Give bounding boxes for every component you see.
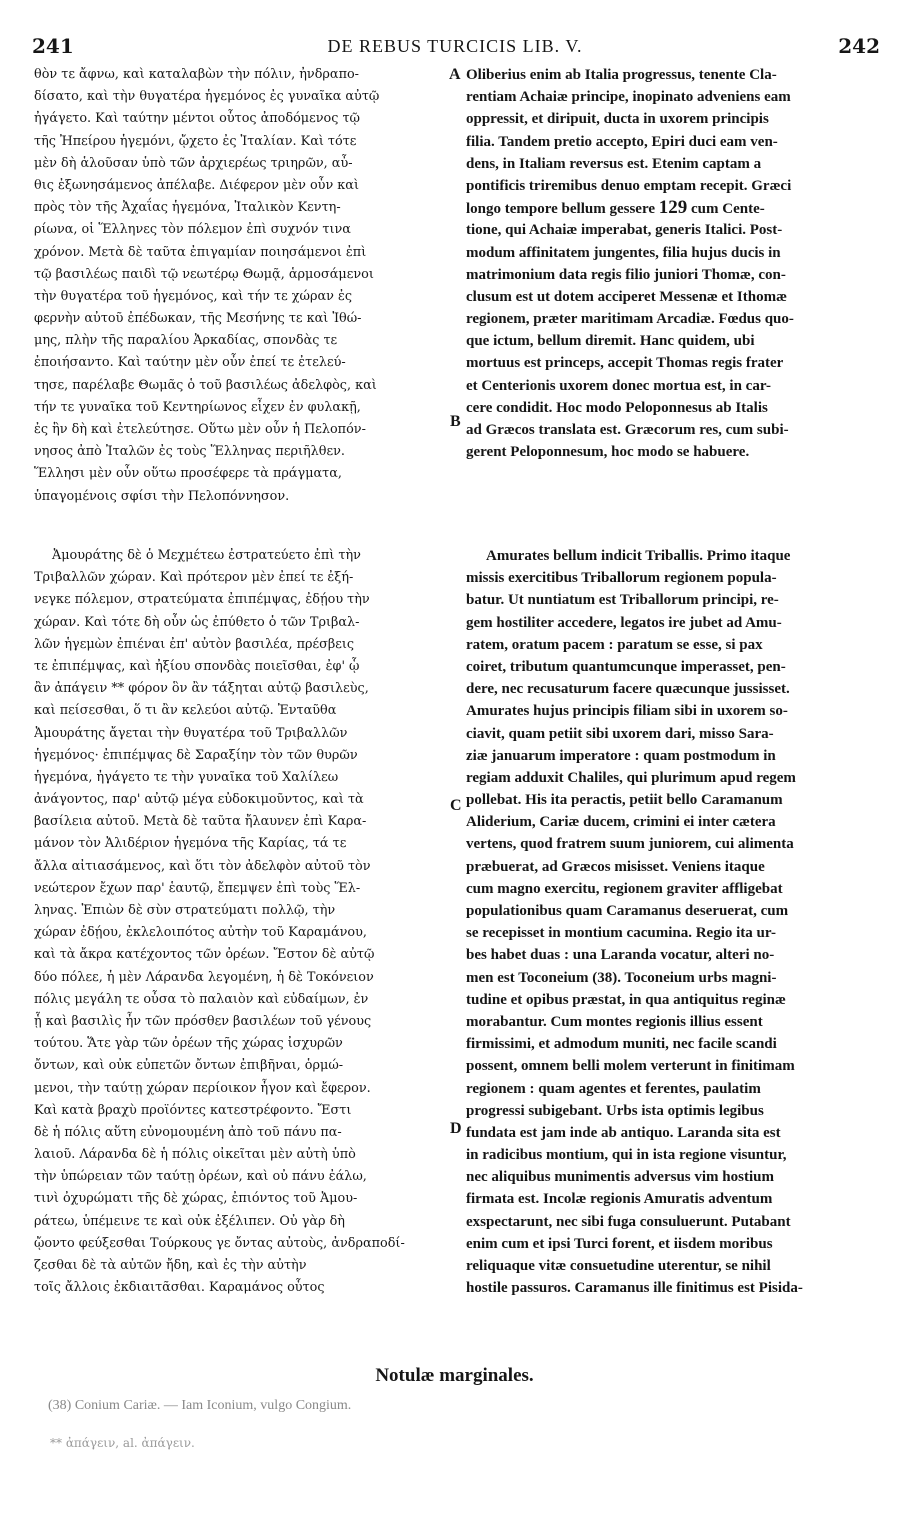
page-header [30,34,880,64]
text-line: ἡγεμόνα, ἠγάγετο τε τὴν γυναῖκα τοῦ Χαλίλεω [34,769,339,785]
text-line: πόλις μεγάλη τε οὖσα τὸ παλαιὸν καὶ εὐδαίμων, ἐν [34,991,369,1007]
section-letter-b: B [450,413,461,430]
text-line: mortuus est princeps, accepit Thomas regis frater [466,355,784,372]
text-line: ἀνάγοντος, παρ' αὐτῷ μέγα εὐδοκιμοῦντος, καὶ τὰ [34,792,364,808]
text-line: ἡγεμόνος· ἐπιπέμψας δὲ Σαραξίην τὸν τῶν θυρῶν [34,747,358,763]
text-line: χρόνον. Μετὰ δὲ ταῦτα ἐπιγαμίαν ποιησάμενοι ἐπὶ [34,244,367,260]
text-line: τῷ βασιλέως παιδὶ τῷ νεωτέρῳ Θωμᾷ, ἁρμοσάμενοι [34,266,374,282]
text-line: καὶ τὰ ἄκρα κατέχοντος τῶν ὀρέων. Ἔστον δὲ αὐτῷ [34,947,375,963]
text-line: χώραν ἐδῄου, ἐκλελοιπότος αὐτὴν τοῦ Καραμάνου, [34,925,367,941]
text-line: τὴν ὑπώρειαν τῶν ταύτῃ ὀρέων, καὶ οὐ πάνυ ἐάλω, [34,1169,367,1185]
text-line: ἐς ἣν δὴ καὶ ἐτελεύτησε. Οὕτω μὲν οὖν ἡ Πελοπόν- [34,422,366,437]
text-line: cum magno exercitu, regionem graviter affligebat [466,880,783,897]
text-line: clusum est ut dotem acciperet Messenæ et Ithomæ [466,288,787,305]
latin-column-bottom [466,545,876,1299]
text-line: Amurates hujus principis filiam sibi in uxorem so- [466,703,788,720]
text-line: in radicibus montium, qui in ista regione visuntur, [466,1147,787,1164]
text-line: τε ἐπιπέμψας, καὶ ἠξίου σπονδὰς ποιεῖσθαι, ἐφ' ᾧ [34,658,360,674]
text-line: λαιοῦ. Λάρανδα δὲ ἡ πόλις οἰκεῖται μὲν αὐτὴ ὑπὸ [34,1147,356,1163]
text-line: δύο πόλεε, ἡ μὲν Λάρανδα λεγομένη, ἡ δὲ Τοκόνειον [34,969,374,985]
text-line: τούτου. Ἅτε γὰρ τῶν ὀρέων τῆς χώρας ἰσχυρῶν [34,1036,343,1052]
text-line: morabantur. Cum montes regionis illius essent [466,1013,763,1030]
text-line: καὶ πείσεσθαι, ὅ τι ἂν κελεύοι αὐτῷ. Ἐνταῦθα [34,703,337,719]
text-line: πρὸς τὸν τῆς Ἀχαΐας ἡγεμόνα, Ἰταλικὸν Κεντη- [34,200,341,216]
footnotes-title: Notulæ marginales. [375,1365,534,1386]
text-line: φερνὴν αὐτοῦ ἐπέδωκαν, τῆς Μεσήνης τε καὶ Ἰθώ- [34,311,362,327]
text-line: populationibus quam Caramanus deseruerat, cum [466,903,789,919]
text-line: cere condidit. Hoc modo Peloponnesus ab Italis [466,399,768,416]
text-line: ἠγάγετο. Καὶ ταύτην μέντοι οὗτος ἀποδόμενος τῷ [34,111,360,127]
text-line: batur. Ut nuntiatum est Triballorum principi, re- [466,592,779,609]
page-number-right: 242 [838,34,880,58]
text-line: reliquaque vitæ consuetudine uterentur, se nihil [466,1258,771,1274]
text-line: μάνον τὸν Ἀλιδέριον ἡγεμόνα τῆς Καρίας, τά τε [34,836,347,852]
text-line: enim cum et ipsi Turci forent, et iisdem moribus [466,1235,773,1252]
text-line: ἐποιήσαντο. Καὶ ταύτην μὲν οὖν ἐπεί τε ἐτελεύ- [34,355,346,371]
text-line: bes habet duas : una Laranda vocatur, alteri no- [466,947,775,964]
text-line: gerent Peloponnesum, hoc modo se habuere. [466,444,750,461]
text-line: τησε, παρέλαβε Θωμᾶς ὁ τοῦ βασιλέως ἀδελφὸς, καὶ [34,377,377,393]
text-line: τῆς Ἠπείρου ἡγεμόνι, ᾤχετο ἐς Ἰταλίαν. Καὶ τότε [34,133,357,149]
footnote-38: (38) Conium Cariæ. — Iam Iconium, vulgo Congium. [48,1398,352,1413]
text-line: ἄλλα αἰτιασάμενος, καὶ ὅτι τὸν ἀδελφὸν αὐτοῦ τὸν [34,858,371,874]
text-line: Amurates bellum indicit Triballis. Primo itaque [486,548,791,564]
text-line: ληνας. Ἐπιὼν δὲ σὺν στρατεύματι πολλῷ, τὴν [34,903,336,918]
text-line: Ἕλλησι μὲν οὖν οὕτω προσέφερε τὰ πράγματα, [34,466,342,482]
text-line: τινὶ ὀχυρώματι τῆς δὲ χώρας, ἐπιόντος τοῦ Ἀμου- [34,1191,358,1207]
text-line: ᾤοντο φεύξεσθαι Τούρκους γε ὄντας αὐτοὺς, ἀνδραποδί- [34,1235,405,1251]
text-line: θις ἐξωνησάμενος ἀπέλαβε. Διέφερον μὲν οὖν καὶ [34,177,359,193]
text-line: δίσατο, καὶ τὴν θυγατέρα ἡγεμόνος ἐς γυναῖκα αὐτῷ [34,89,380,105]
text-line: ζεσθαι δὲ τὰ αὐτῶν ἤδη, καὶ ἐς τὴν αὐτὴν [34,1258,307,1273]
text-line: tione, qui Achaiæ imperabat, generis Italici. Post- [466,222,783,239]
latin-column-top [466,64,876,463]
line-text: longo tempore bellum gessere [466,201,656,218]
line-text-end: cum Cente- [691,201,765,218]
text-line: ᾗ καὶ βασιλὶς ἦν τῶν πρόσθεν βασιλέων τοῦ γένους [34,1013,372,1029]
text-line: oppressit, et diripuit, ducta in uxorem principis [466,111,769,128]
text-line: χώραν. Καὶ τότε δὴ οὖν ὡς ἐπύθετο ὁ τῶν Τριβαλ- [34,614,360,630]
text-line: ὑπαγομένοις σφίσι τὴν Πελοπόννησον. [34,488,290,504]
text-line: hostile passuros. Caramanus ille finitimus est Pisida- [466,1280,803,1297]
text-line: progressi subigebant. Urbs ista optimis legibus [466,1102,764,1119]
text-line: et Centerionis uxorem donec mortua est, in car- [466,377,771,394]
text-line: βασίλεια αὐτοῦ. Μετὰ δὲ ταῦτα ἤλαυνεν ἐπὶ Καρα- [34,814,367,830]
text-line: λῶν ἡγεμὼν ἐπιέναι ἐπ' αὐτὸν βασιλέα, πρέσβεις [34,636,355,652]
text-line: Aliderium, Cariæ ducem, crimini ei inter cætera [466,814,776,831]
text-line: coiret, tributum quantumcunque imperasset, pen- [466,658,786,675]
text-line: νεγκε πόλεμον, στρατεύματα ἐπιπέμψας, ἐδῄου τὴν [34,592,370,608]
text-line: ratem, oratum pacem : paratum se esse, si pax [466,636,763,653]
text-line: men est Toconeium (38). Toconeium urbs magni- [466,969,777,986]
text-line: regionem, præter maritimam Arcadiæ. Fœdus quo- [466,311,794,328]
greek-column-bottom [34,545,452,1299]
text-line: nec aliquibus munimentis adversus vim hostium [466,1169,774,1186]
text-line: dens, in Italiam reversus est. Etenim captam a [466,155,762,172]
text-line: exspectarunt, nec sibi fuga consuluerunt. Putabant [466,1213,791,1230]
text-line: regiam adduxit Chaliles, qui plurimum apud regem [466,769,796,786]
text-line: missis exercitibus Triballorum regionem popula- [466,570,777,587]
running-title: DE REBUS TURCICIS LIB. V. [327,36,583,56]
text-line: fundata est jam inde ab antiquo. Laranda sita est [466,1124,781,1141]
text-line: vertens, quod fratrem suum juniorem, cui alimenta [466,836,794,853]
text-line: ciavit, quam petiit sibi uxorem dari, misso Sara- [466,725,774,742]
text-line: rentiam Achaiæ principe, inopinato adveniens eam [466,89,791,106]
section-letter-c: C [450,797,462,814]
text-line: pollebat. His ita peractis, petiit bello Caramanum [466,792,783,809]
text-line: ράτεω, ὑπέμεινε τε καὶ οὐκ ἐξέλιπεν. Οὐ γὰρ δὴ [34,1213,345,1229]
text-line: ρίωνα, οἱ Ἕλληνες τὸν πόλεμον ἐπὶ συχνόν τινα [34,222,351,238]
text-line: τὴν θυγατέρα τοῦ ἡγεμόνος, καὶ τήν τε χώραν ἐς [34,288,353,304]
text-line: que ictum, bellum diremit. Hanc quidem, ubi [466,333,755,350]
text-line: matrimonium data regis filio juniori Thomæ, con- [466,266,786,283]
text-line: se recepisset in montium cacumina. Regio ita ur- [466,925,776,942]
text-line: regionem : quam agentes et ferentes, paulatim [466,1080,761,1097]
text-line: modum affinitatem jungentes, filia hujus ducis in [466,244,781,261]
text-line: νεώτερον ἔχων παρ' ἑαυτῷ, ἔπεμψεν ἐπὶ τοὺς Ἕλ- [34,880,361,896]
text-line: ad Græcos translata est. Græcorum res, cum subi- [466,422,789,438]
footnote-variant: ** ἀπάγειν, al. ἀπάγειν. [50,1436,195,1450]
text-line: Τριβαλλῶν χώραν. Καὶ πρότερον μὲν ἐπεί τε ἐξή- [34,570,354,586]
text-line: μὲν δὴ ἁλοῦσαν ὑπὸ τῶν ἀρχιερέως τριηρῶν, αὖ- [34,155,353,171]
text-line: Ἀμουράτης δὲ ὁ Μεχμέτεω ἐστρατεύετο ἐπὶ τὴν [52,548,361,563]
text-line: θὸν τε ἄφνω, καὶ καταλαβὼν τὴν πόλιν, ἠνδραπο- [34,67,360,82]
text-line: firmissimi, et admodum muniti, nec facile scandi [466,1036,777,1053]
text-line [466,197,876,219]
text-line: ziæ januarum imperatore : quam postmodum in [466,747,776,764]
text-line: gem hostiliter accedere, legatos ire jubet ad Amu- [466,614,782,631]
text-line: νησος ἀπὸ Ἰταλῶν ἐς τοὺς Ἕλληνας περιῆλθεν. [34,444,345,460]
text-line: dere, nec recusaturum facere quæcunque jussisset. [466,681,790,698]
text-line: possent, omnem belli molem verterunt in finitimam [466,1058,795,1075]
text-line: τοῖς ἄλλοις ἐκδιαιτᾶσθαι. Καραμάνος οὗτος [34,1280,325,1296]
text-line: pontificis triremibus denuo emptam recepit. Græci [466,177,792,194]
section-letter-d: D [450,1120,462,1137]
text-line: δὲ ἡ πόλις αὕτη εὐνομουμένη ἀπὸ τοῦ πάνυ πα- [34,1124,342,1140]
text-line: μης, πλὴν τῆς παραλίου Ἀρκαδίας, σπονδὰς τε [34,333,338,349]
text-line: tudine et opibus præstat, in qua antiquitus reginæ [466,991,786,1008]
text-line: ἂν ἀπάγειν ** φόρον ὃν ἂν τάξηται αὐτῷ βασιλεὺς, [34,681,369,697]
section-letter-a: A [449,66,461,83]
text-line: τήν τε γυναῖκα τοῦ Κεντηρίωνος εἶχεν ἐν φυλακῇ, [34,399,361,415]
text-line: Καὶ κατὰ βραχὺ προϊόντες κατεστρέφοντο. Ἔστι [34,1102,352,1118]
greek-column-top [34,64,452,508]
text-line: ὄντων, καὶ οὐκ εὐπετῶν ὄντων ἐπιβῆναι, ὁρμώ- [34,1058,344,1074]
page-number-left: 241 [32,34,74,58]
text-line: firmata est. Incolæ regionis Amuratis adventum [466,1191,773,1208]
edition-page-marker: 129 [658,197,688,219]
text-line: præbuerat, ad Græcos misisset. Veniens itaque [466,858,765,875]
text-line: Ἀμουράτης ἄγεται τὴν θυγατέρα τοῦ Τριβαλλῶν [34,725,348,741]
text-line: Oliberius enim ab Italia progressus, tenente Cla- [466,67,777,83]
text-line: filia. Tandem pretio accepto, Epiri duci eam ven- [466,133,778,150]
text-line: μενοι, τὴν ταύτῃ χώραν περίοικον ἦγον καὶ ἔφερον. [34,1080,371,1096]
